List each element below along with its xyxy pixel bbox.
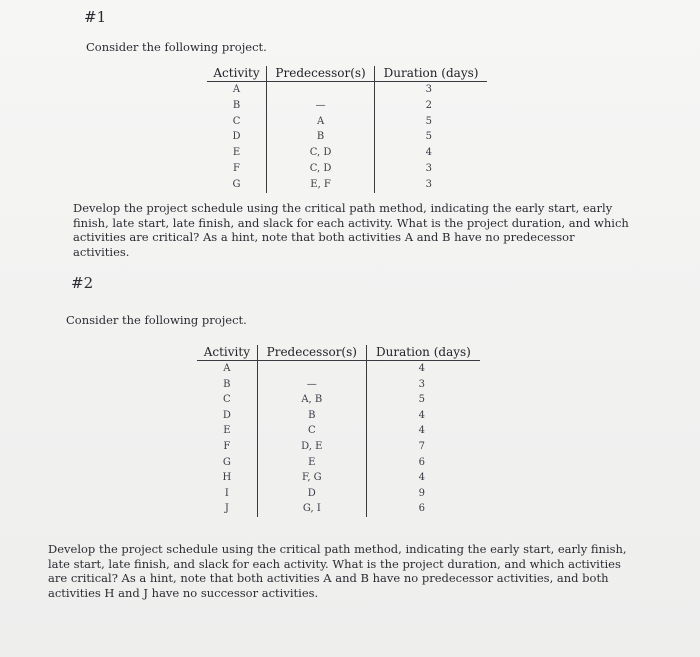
activity-cell: F <box>207 161 267 177</box>
predecessor-cell: — <box>257 377 366 393</box>
header-duration: Duration (days) <box>375 66 487 82</box>
activity-cell: H <box>197 470 257 486</box>
duration-cell: 9 <box>418 487 425 499</box>
table-row <box>207 145 487 161</box>
duration-cell: 3 <box>425 84 432 95</box>
duration-cell: 2 <box>425 99 432 111</box>
problem1-question: Develop the project schedule using the critical path method, indicating the early start, early finish, late start, late finish, and slack for each activity. What is the project duration, and which activities are critical? As a hint, note that both activities A and B have no predecessor activities. <box>73 201 629 259</box>
duration-cell: 5 <box>425 131 432 143</box>
duration-cell: 5 <box>418 394 425 406</box>
table-row <box>207 161 487 177</box>
predecessor-cell: A <box>267 114 375 130</box>
problem2-question: Develop the project schedule using the critical path method, indicating the early start, early finish, late start, late finish, and slack for each activity. What is the project duration, and which activities are critical? As a hint, note that both activities A and B have no predecessor activities, and both activities H and J have no successor activities. <box>48 542 627 600</box>
activity-cell: C <box>197 392 257 408</box>
activity-cell: C <box>207 114 267 130</box>
activity-cell: E <box>197 423 257 439</box>
table-row <box>197 423 480 439</box>
predecessor-cell: D, E <box>257 439 366 455</box>
table-row <box>197 455 480 471</box>
predecessor-cell: F, G <box>257 470 366 486</box>
duration-cell: 3 <box>425 178 432 190</box>
activity-cell: E <box>207 145 267 161</box>
problem1-table <box>207 66 487 193</box>
predecessor-cell: C, D <box>267 145 375 161</box>
table-row <box>207 114 487 130</box>
activity-cell: B <box>207 98 267 114</box>
duration-cell: 4 <box>418 363 425 374</box>
table-row <box>207 82 487 98</box>
predecessor-cell: — <box>267 98 375 114</box>
predecessor-cell: C, D <box>267 161 375 177</box>
predecessor-cell: B <box>267 129 375 145</box>
predecessor-cell: C <box>257 423 366 439</box>
problem1-intro: Consider the following project. <box>86 40 267 54</box>
duration-cell: 4 <box>418 409 425 421</box>
duration-cell: 4 <box>418 472 425 484</box>
duration-cell: 3 <box>418 378 425 390</box>
table-row <box>197 408 480 424</box>
table-row <box>197 361 480 377</box>
activity-cell: A <box>197 361 257 377</box>
activity-cell: B <box>197 377 257 393</box>
predecessor-cell: D <box>257 486 366 502</box>
activity-cell: F <box>197 439 257 455</box>
header-predecessors: Predecessor(s) <box>267 66 375 82</box>
header-duration: Duration (days) <box>366 345 480 361</box>
problem2-number: #2 <box>71 274 94 292</box>
problem2-table <box>197 345 480 517</box>
activity-cell: D <box>207 129 267 145</box>
table-row <box>197 470 480 486</box>
duration-cell: 3 <box>425 162 432 174</box>
table-row <box>197 501 480 517</box>
duration-cell: 6 <box>418 456 425 468</box>
predecessor-cell <box>267 82 375 98</box>
table-row <box>197 377 480 393</box>
activity-cell: J <box>197 501 257 517</box>
activity-cell: I <box>197 486 257 502</box>
activity-cell: G <box>207 177 267 193</box>
predecessor-cell: G, I <box>257 501 366 517</box>
header-activity: Activity <box>197 345 257 361</box>
header-activity: Activity <box>207 66 267 82</box>
duration-cell: 4 <box>425 147 432 159</box>
duration-cell: 5 <box>425 115 432 127</box>
problem2-intro: Consider the following project. <box>66 313 247 327</box>
table-header-row <box>197 345 480 361</box>
table-row <box>197 439 480 455</box>
predecessor-cell: A, B <box>257 392 366 408</box>
duration-cell: 4 <box>418 425 425 437</box>
activity-cell: D <box>197 408 257 424</box>
header-predecessors: Predecessor(s) <box>257 345 366 361</box>
table-header-row <box>207 66 487 82</box>
table-row <box>207 98 487 114</box>
problem1-number: #1 <box>84 8 107 26</box>
duration-cell: 6 <box>418 503 425 515</box>
table-row <box>197 392 480 408</box>
predecessor-cell: B <box>257 408 366 424</box>
predecessor-cell <box>257 361 366 377</box>
table-row <box>197 486 480 502</box>
duration-cell: 7 <box>418 440 425 452</box>
predecessor-cell: E, F <box>267 177 375 193</box>
table-row <box>207 129 487 145</box>
activity-cell: A <box>207 82 267 98</box>
activity-cell: G <box>197 455 257 471</box>
predecessor-cell: E <box>257 455 366 471</box>
table-row <box>207 177 487 193</box>
